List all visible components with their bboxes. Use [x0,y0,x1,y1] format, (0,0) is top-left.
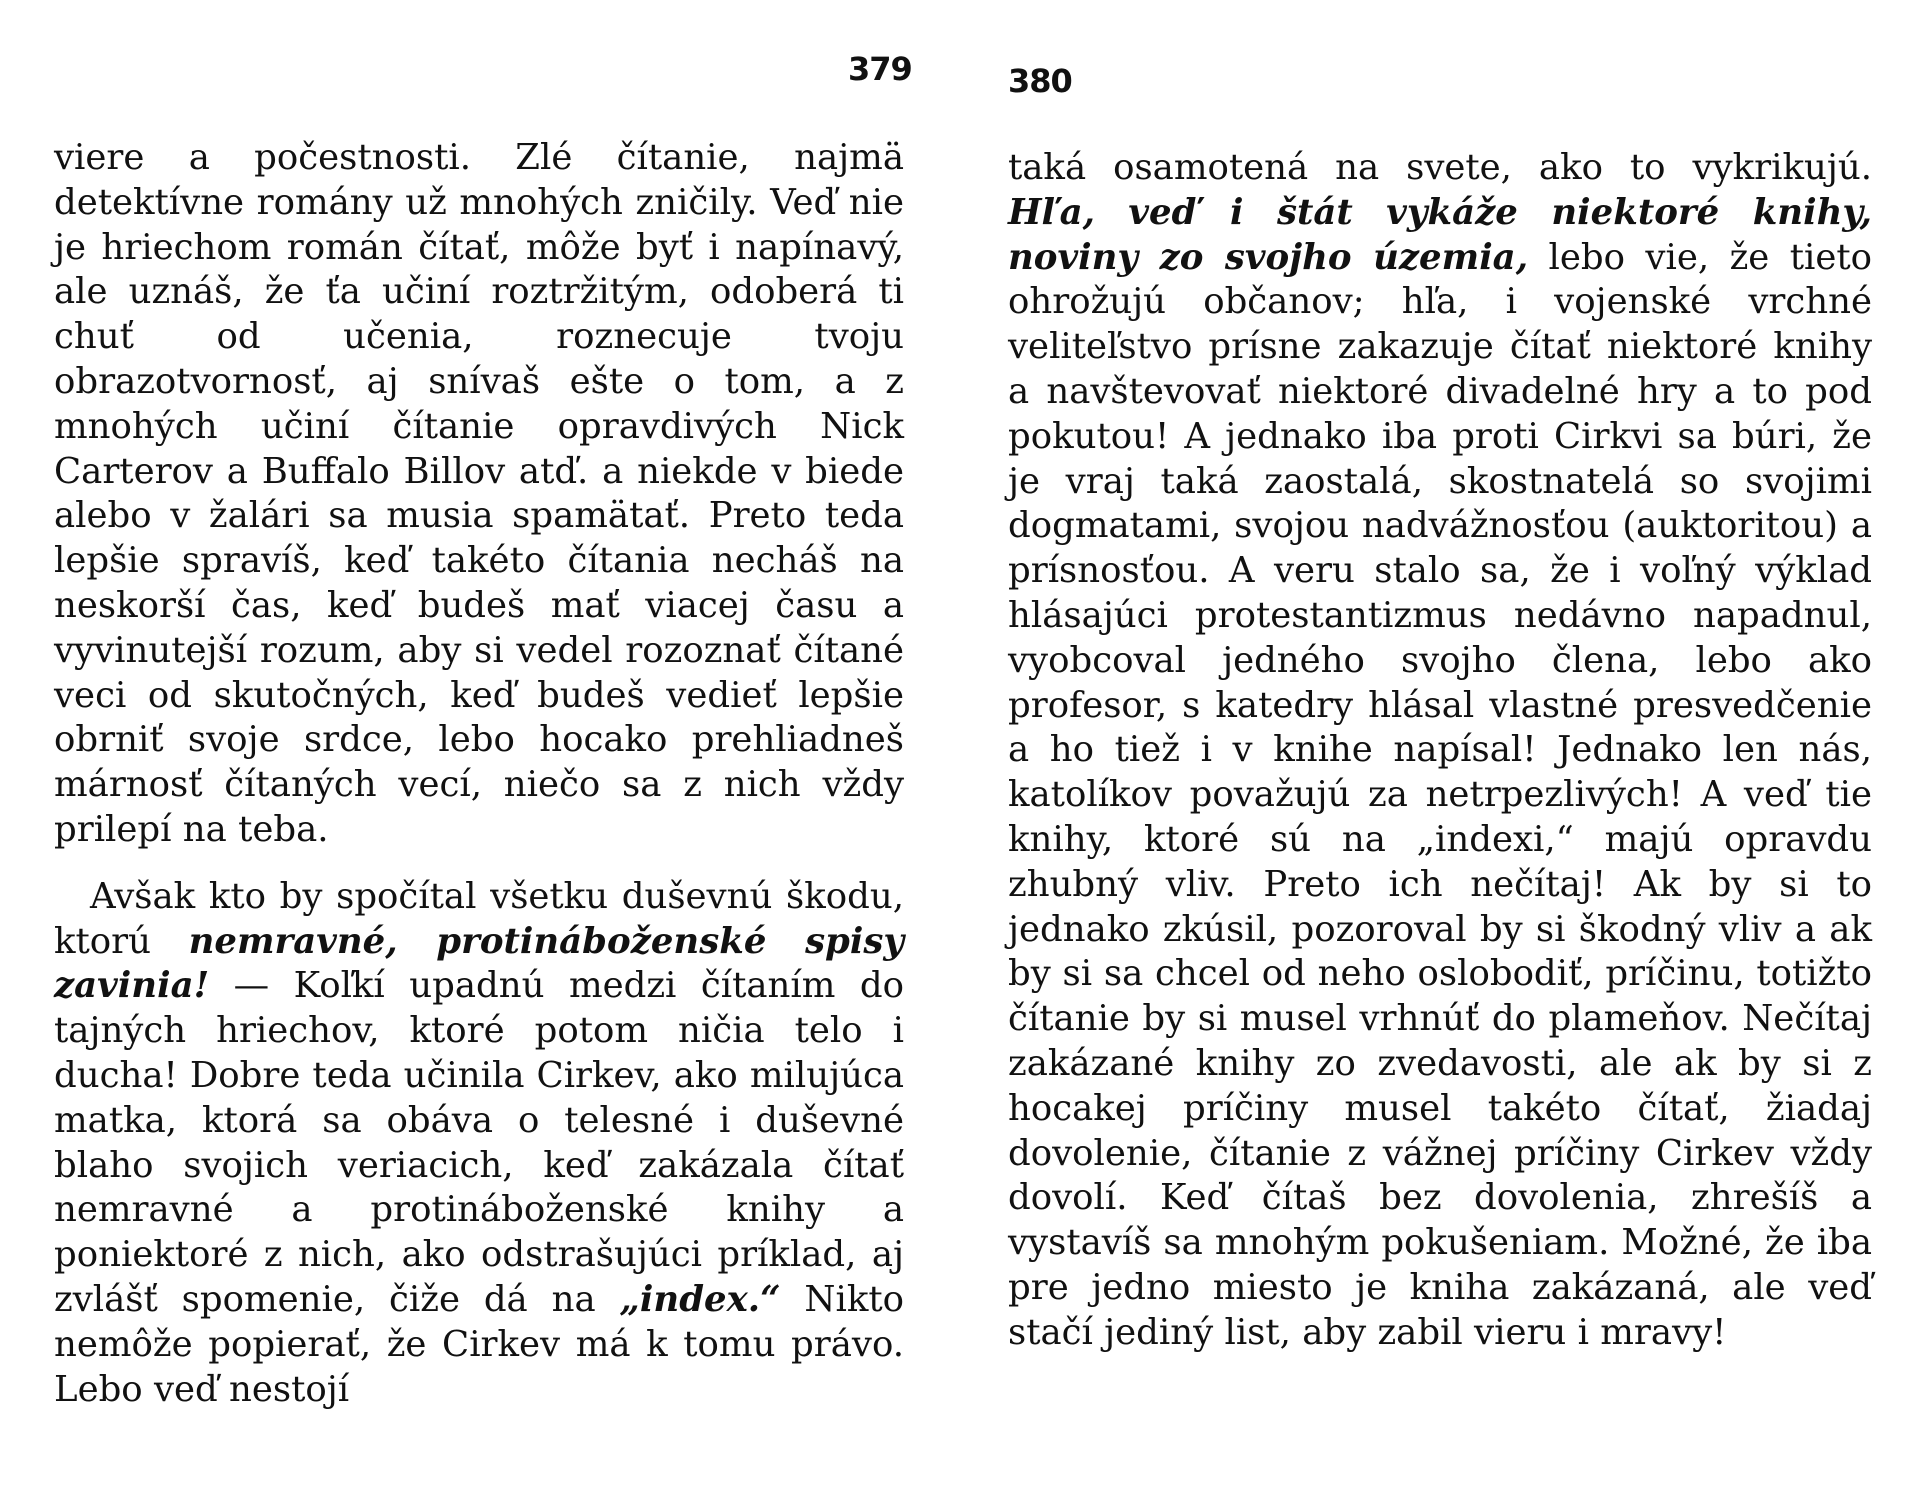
right-paragraph-1 [1008,146,1872,1356]
text-run: viere a počestnosti. Zlé čítanie, najmä detektívne romány už mnohých zničily. Veď nie je hriechom román čítať, môže byť i napínavý, ale uznáš, že ťa učiní roztržitým, odoberá ti chuť od učenia, roznecuje tvoju obrazotvornosť, aj snívaš ešte o tom, a z mnohých učiní čítanie opravdivých Nick Carterov a Buffalo Billov atď. a niekde v biede alebo v žalári sa musia spamätať. Preto teda lepšie spravíš, keď takéto čítania necháš na neskorší čas, keď budeš mať viacej času a vyvinutejší rozum, aby si vedel rozoznať čítané veci od skutočných, keď budeš vedieť lepšie obrniť svoje srdce, lebo hocako prehliadneš márnosť čítaných vecí, niečo sa z nich vždy prilepí na teba. [54,137,904,850]
text-run: lebo vie, že tieto ohrožujú občanov; hľa, i vojenské vrchné veliteľstvo prísne zakazuje čítať niektoré knihy a navštevovať niektoré divadelné hry a to pod pokutou! A jednako iba proti Cirkvi sa búri, že je vraj taká zaostalá, skostnatelá so svojimi dogmatami, svojou nadvážnosťou (auktoritou) a prísnosťou. A veru stalo sa, že i voľný výklad hlásajúci protestantizmus nedávno napadnul, vyobcoval jedného svojho člena, lebo ako profesor, s katedry hlásal vlastné presvedčenie a ho tiež i v knihe napísal! Jednako len nás, katolíkov považujú za netrpezlivých! A veď tie knihy, ktoré sú na „indexi,“ majú opravdu zhubný vliv. Preto ich nečítaj! Ak by si to jednako zkúsil, pozoroval by si škodný vliv a ak by si sa chcel od neho oslobodiť, príčinu, totižto čítanie by si musel vrhnúť do plameňov. Nečítaj zakázané knihy zo zvedavosti, ale ak by si z hocakej príčiny musel takéto čítať, žiadaj dovolenie, čítanie z vážnej príčiny Cirkev vždy dovolí. Keď čítaš bez dovolenia, zhrešíš a vystavíš sa mnohým pokušeniam. Možné, že iba pre jedno miesto je kniha zakázaná, ale veď stačí jediný list, aby zabil vieru i mravy! [1008,236,1873,1353]
right-page-number: 380 [1008,62,1072,100]
right-page [1008,146,1872,1356]
text-run: taká osamotená na svete, ako to vykrikujú. [1008,147,1872,188]
left-paragraph-2 [54,875,904,1413]
left-page [54,136,904,1412]
text-run: Avšak kto by spočítal všetku duševnú škodu, ktorú [54,875,904,962]
italic-run: „index.“ [619,1278,781,1320]
left-page-number: 379 [848,50,912,88]
italic-run: Hľa, veď i štát vykáže niektoré knihy, noviny zo svojho územia, [1008,191,1872,278]
text-run: — Koľkí upadnú medzi čítaním do tajných hriechov, ktoré potom ničia telo i ducha! Dobre teda učinila Cirkev, ako milujúca matka, ktorá sa obáva o telesné i duševné blaho svojich veriacich, keď zakázala čítať nemravné a protináboženské knihy a poniektoré z nich, ako odstrašujúci príklad, aj zvlášť spomenie, čiže dá na [54,965,904,1320]
text-run: Nikto nemôže popierať, že Cirkev má k tomu právo. Lebo veď nestojí [54,1278,904,1410]
left-paragraph-1 [54,136,904,853]
italic-run: nemravné, protináboženské spisy zavinia! [54,920,904,1007]
